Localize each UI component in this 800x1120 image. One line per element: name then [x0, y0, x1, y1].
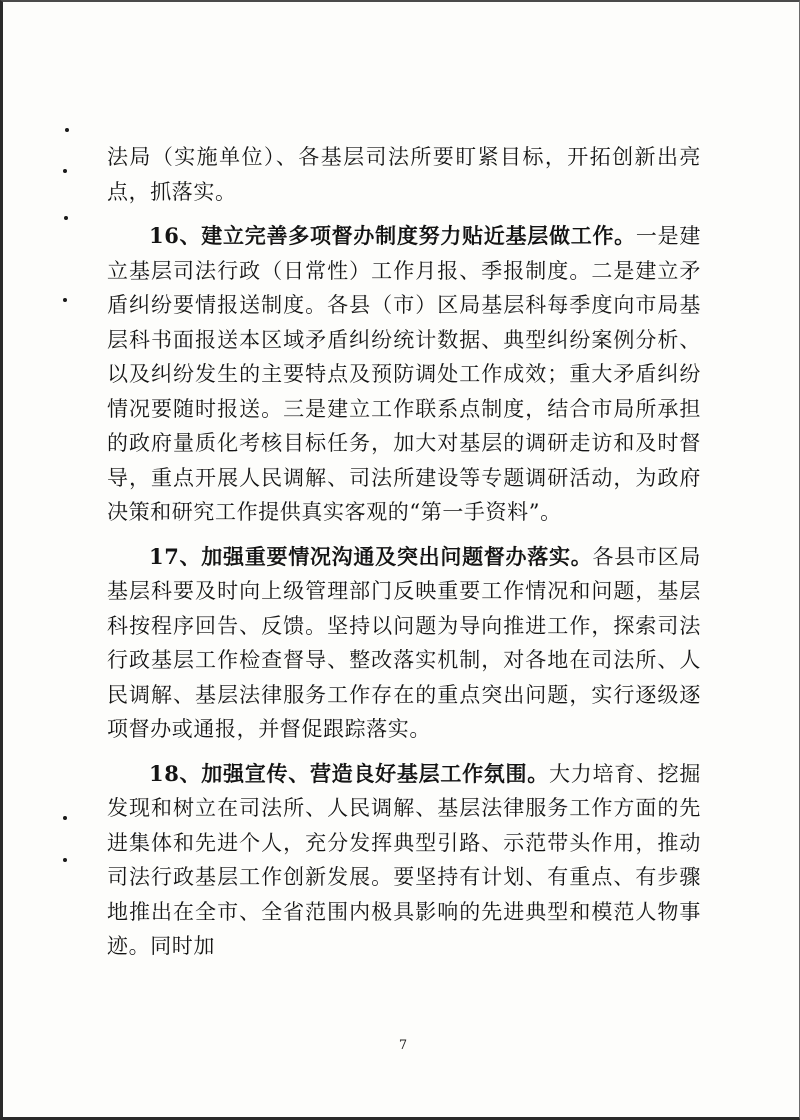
section-16	[107, 219, 701, 530]
punch-hole-mark	[64, 216, 68, 220]
section-body: 各县市区局基层科要及时向上级管理部门反映重要工作情况和问题，基层科按程序回告、反馈。坚持以问题为导向推进工作，探索司法行政基层工作检查督导、整改落实机制，对各地在司法所、人民调解、基层法律服务工作存在的重点突出问题，实行逐级逐项督办或通报，并督促跟踪落实。	[107, 544, 701, 741]
section-18	[107, 757, 701, 964]
punch-hole-mark	[63, 858, 67, 862]
punch-hole-mark	[63, 169, 67, 173]
punch-hole-mark	[63, 816, 67, 820]
punch-hole-mark	[65, 128, 69, 132]
page-number: 7	[398, 1038, 408, 1053]
section-17	[107, 540, 701, 747]
section-heading: 16、建立完善多项督办制度努力贴近基层做工作。	[149, 223, 636, 248]
section-heading: 18、加强宣传、营造良好基层工作氛围。	[149, 760, 550, 786]
section-heading: 17、加强重要情况沟通及突出问题督办落实。	[149, 543, 593, 569]
continuation-paragraph: 法局（实施单位）、各基层司法所要盯紧目标，开拓创新出亮点，抓落实。	[107, 145, 701, 204]
section-body: 大力培育、挖掘发现和树立在司法所、人民调解、基层法律服务工作方面的先进集体和先进个人，充分发挥典型引路、示范带头作用，推动司法行政基层工作创新发展。要坚持有计划、有重点、有步骤地推出在全市、全省范围内极具影响的先进典型和模范人物事迹。同时加	[107, 761, 702, 958]
body-text	[107, 140, 701, 964]
section-body: 一是建立基层司法行政（日常性）工作月报、季报制度。二是建立矛盾纠纷要情报送制度。各县（市）区局基层科每季度向市局基层科书面报送本区域矛盾纠纷统计数据、典型纠纷案例分析、以及纠纷发生的主要特点及预防调处工作成效；重大矛盾纠纷情况要随时报送。三是建立工作联系点制度，结合市局所承担的政府量质化考核目标任务，加大对基层的调研走访和及时督导，重点开展人民调解、司法所建设等专题调研活动，为政府决策和研究工作提供真实客观的“第一手资料”。	[107, 224, 701, 524]
punch-hole-mark	[63, 298, 67, 302]
